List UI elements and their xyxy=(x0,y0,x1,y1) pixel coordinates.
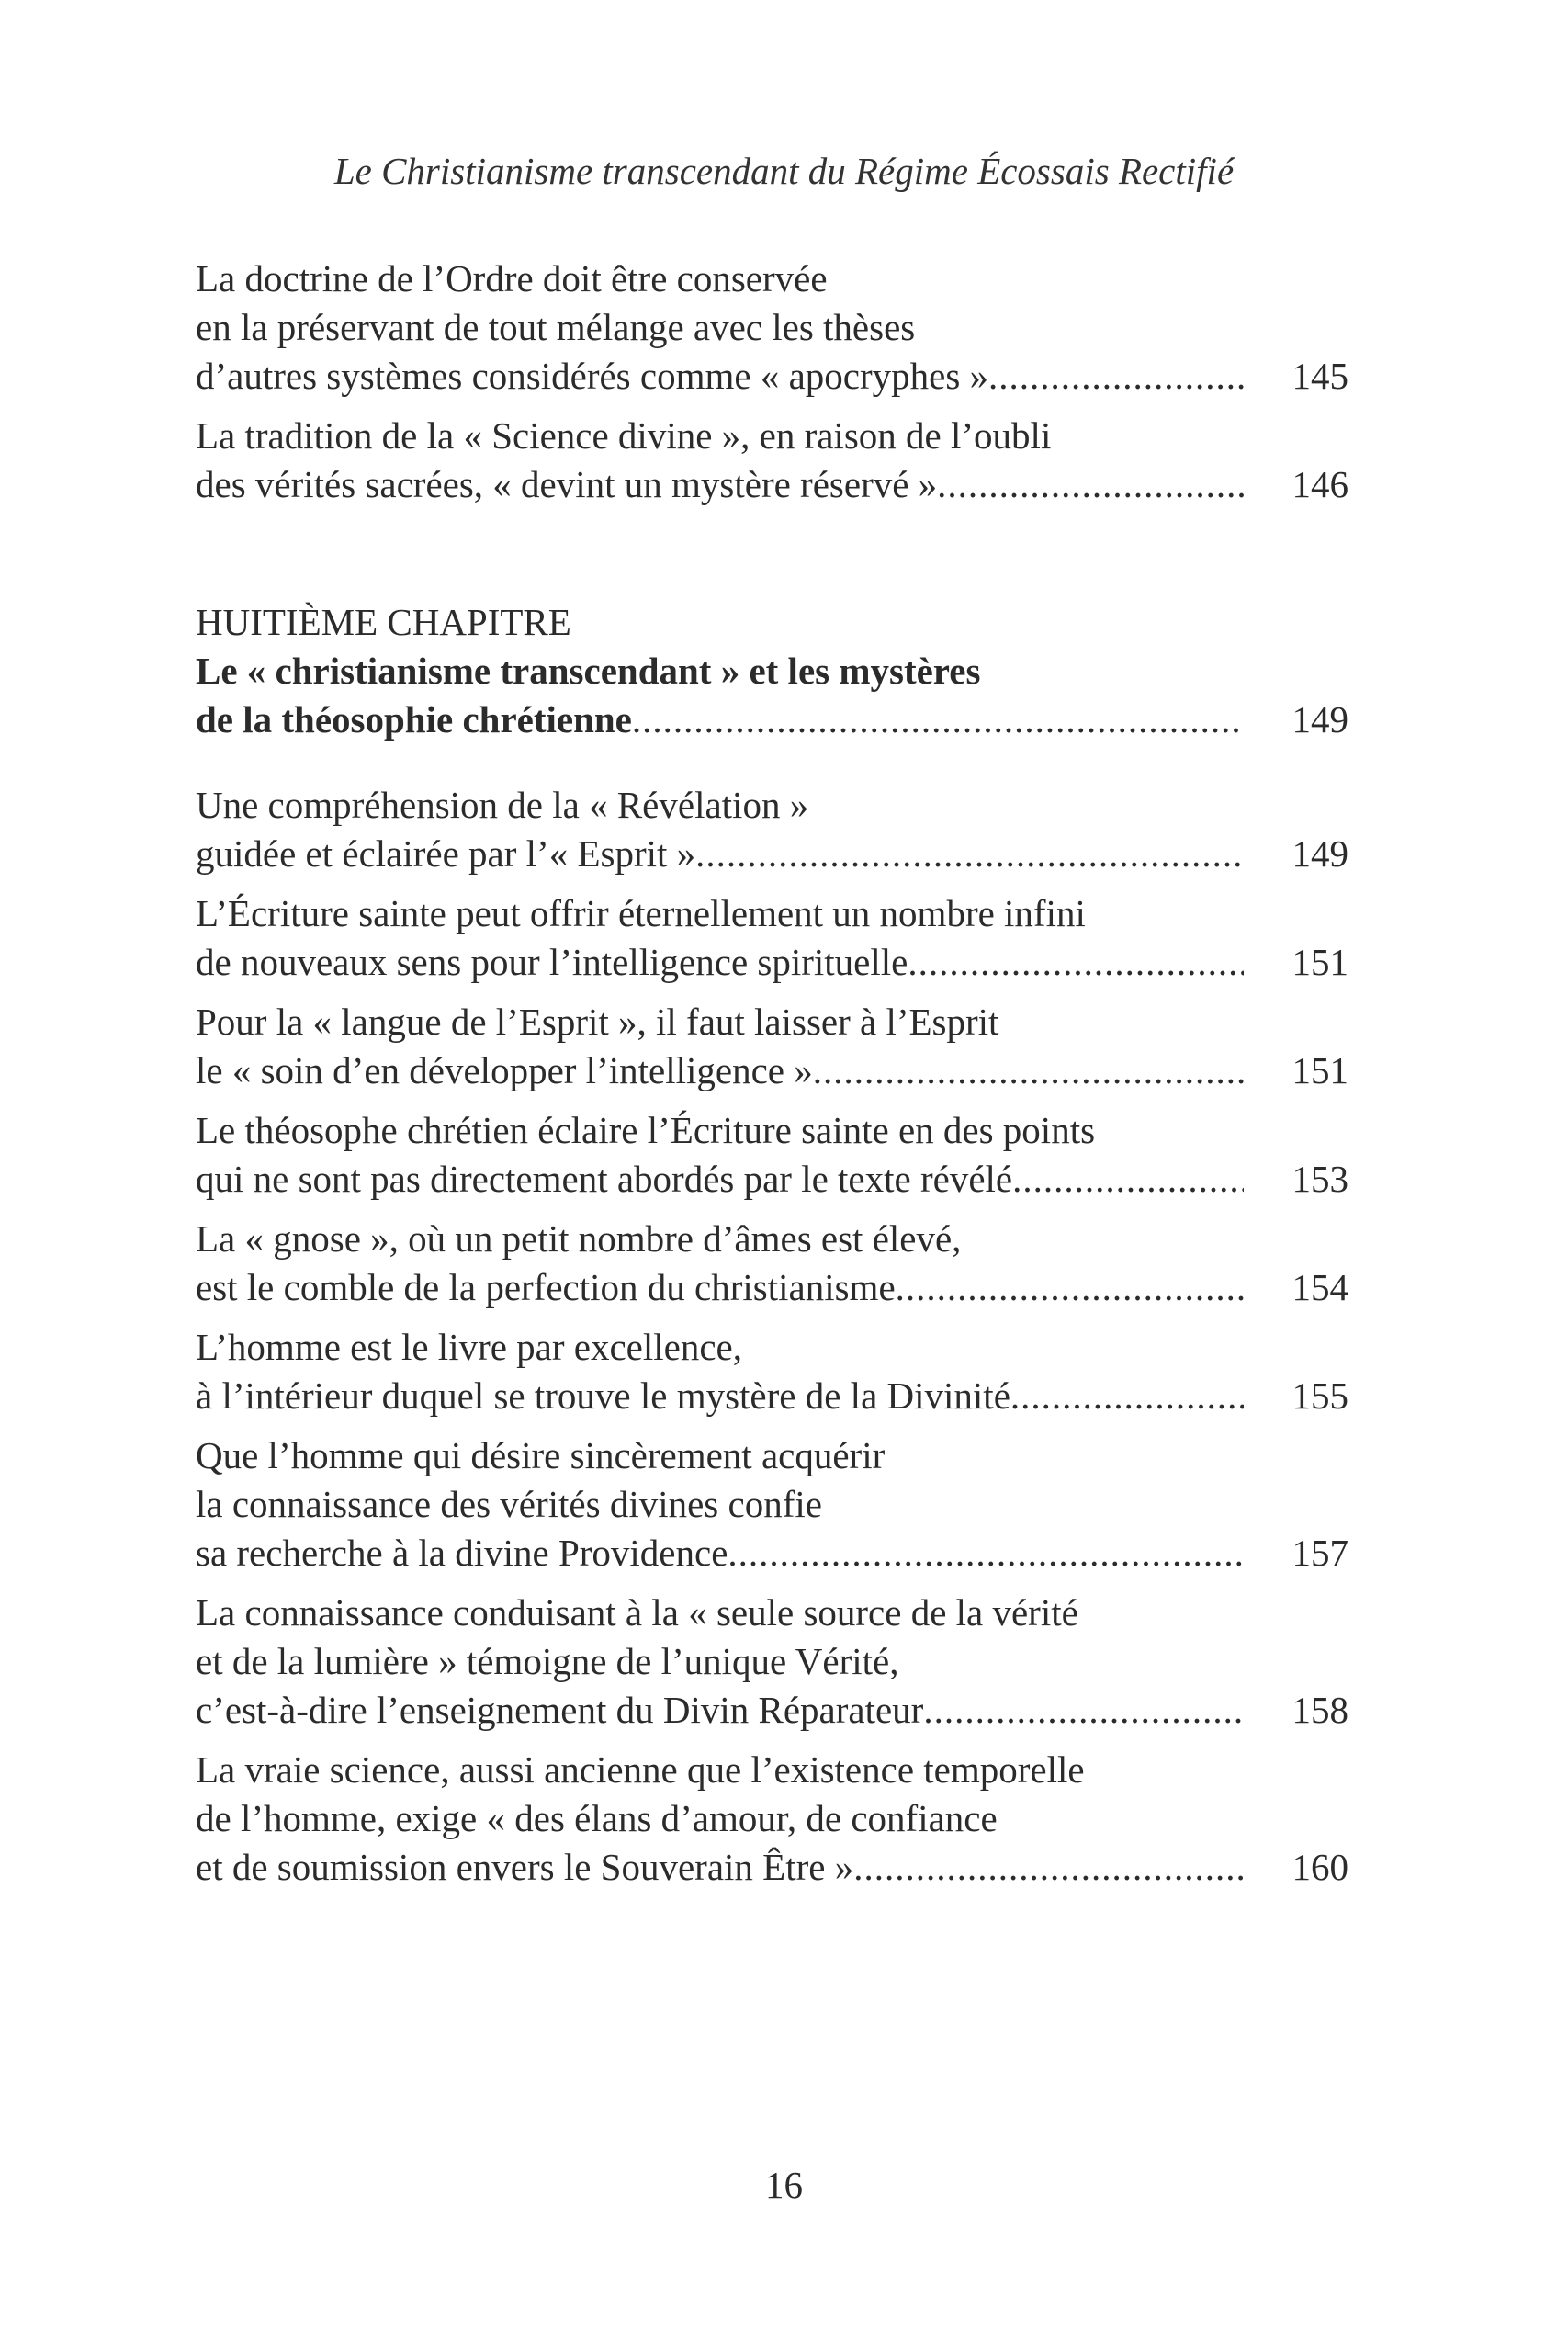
leader-dots xyxy=(896,1263,1244,1312)
leader-dots xyxy=(695,830,1244,878)
page-number: 149 xyxy=(1292,832,1348,875)
toc-entry-last-line xyxy=(196,1046,1348,1095)
toc-entry-line: Une compréhension de la « Révélation » xyxy=(196,784,809,826)
leader-dots xyxy=(1010,1372,1244,1420)
toc-entry xyxy=(196,1431,1348,1577)
running-head: Le Christianisme transcendant du Régime Écossais Rectifié xyxy=(333,150,1235,192)
chapter-label: HUITIÈME CHAPITRE xyxy=(196,601,571,643)
toc-entry-line: la connaissance des vérités divines confie xyxy=(196,1483,822,1525)
chapter-title-last-line xyxy=(196,695,1348,744)
page-number: 151 xyxy=(1292,941,1348,983)
leader-dots xyxy=(923,1686,1244,1735)
leader-dots xyxy=(813,1046,1244,1095)
toc-entry xyxy=(196,412,1348,509)
toc-entry-line: guidée et éclairée par l’« Esprit » xyxy=(196,832,696,875)
toc-entry-line: La vraie science, aussi ancienne que l’existence temporelle xyxy=(196,1748,1085,1791)
chapter-title xyxy=(196,647,1348,744)
toc-entry-line: des vérités sacrées, « devint un mystère réservé » xyxy=(196,463,938,505)
table-of-contents xyxy=(196,254,1348,1903)
toc-entry-line: Pour la « langue de l’Esprit », il faut laisser à l’Esprit xyxy=(196,1001,999,1043)
toc-entry xyxy=(196,254,1348,401)
toc-entry-last-line xyxy=(196,1263,1348,1312)
page-number: 154 xyxy=(1292,1266,1348,1308)
toc-entry xyxy=(196,998,1348,1095)
page-number: 149 xyxy=(1292,698,1348,741)
page-number: 153 xyxy=(1292,1158,1348,1200)
toc-entry-line: La tradition de la « Science divine », en raison de l’oubli xyxy=(196,414,1052,457)
page-number: 145 xyxy=(1292,355,1348,397)
leader-dots xyxy=(988,352,1244,401)
page-number: 157 xyxy=(1292,1532,1348,1574)
chapter-title-line: de la théosophie chrétienne xyxy=(196,698,632,741)
spacer xyxy=(196,744,1348,781)
chapter-title-line: Le « christianisme transcendant » et les mystères xyxy=(196,650,981,692)
leader-dots xyxy=(1012,1155,1244,1204)
toc-entry xyxy=(196,1746,1348,1892)
toc-entry-last-line xyxy=(196,938,1348,987)
toc-entry-last-line xyxy=(196,1529,1348,1577)
toc-entry-line: Que l’homme qui désire sincèrement acquérir xyxy=(196,1434,886,1476)
leader-dots xyxy=(937,460,1244,509)
leader-dots xyxy=(728,1529,1244,1577)
toc-entry xyxy=(196,1323,1348,1420)
toc-entry-line: qui ne sont pas directement abordés par le texte révélé xyxy=(196,1158,1013,1200)
toc-entry xyxy=(196,889,1348,987)
toc-entry-line: à l’intérieur duquel se trouve le mystère de la Divinité xyxy=(196,1374,1010,1417)
page-number: 158 xyxy=(1292,1689,1348,1731)
page-number: 146 xyxy=(1292,463,1348,505)
leader-dots xyxy=(853,1843,1244,1892)
toc-entry-last-line xyxy=(196,1686,1348,1735)
toc-entry xyxy=(196,781,1348,878)
toc-entry-line: et de soumission envers le Souverain Être » xyxy=(196,1846,854,1888)
toc-entry-last-line xyxy=(196,1372,1348,1420)
toc-entry-line: d’autres systèmes considérés comme « apocryphes » xyxy=(196,355,989,397)
page-number: 160 xyxy=(1292,1846,1348,1888)
leader-dots xyxy=(632,695,1244,744)
leader-dots xyxy=(908,938,1244,987)
toc-entry xyxy=(196,1106,1348,1204)
toc-entry-line: en la préservant de tout mélange avec les thèses xyxy=(196,306,916,348)
toc-entry-line: La doctrine de l’Ordre doit être conservée xyxy=(196,257,828,300)
page-number: 151 xyxy=(1292,1049,1348,1091)
toc-entry-line: de nouveaux sens pour l’intelligence spirituelle xyxy=(196,941,908,983)
toc-entry-line: le « soin d’en développer l’intelligence » xyxy=(196,1049,813,1091)
toc-entry-line: et de la lumière » témoigne de l’unique Vérité, xyxy=(196,1640,899,1682)
toc-entry-last-line xyxy=(196,352,1348,401)
toc-entry xyxy=(196,1215,1348,1312)
toc-entry xyxy=(196,1589,1348,1735)
toc-entries-after xyxy=(196,781,1348,1892)
chapter-heading xyxy=(196,598,1348,744)
toc-entry-line: de l’homme, exige « des élans d’amour, de confiance xyxy=(196,1797,998,1839)
toc-entry-line: Le théosophe chrétien éclaire l’Écriture sainte en des points xyxy=(196,1109,1096,1151)
page-folio: 16 xyxy=(765,2164,803,2206)
toc-entry-line: L’homme est le livre par excellence, xyxy=(196,1326,743,1368)
toc-entry-last-line xyxy=(196,830,1348,878)
toc-entry-line: La connaissance conduisant à la « seule source de la vérité xyxy=(196,1591,1078,1634)
toc-entry-line: La « gnose », où un petit nombre d’âmes est élevé, xyxy=(196,1217,962,1260)
toc-entry-line: L’Écriture sainte peut offrir éternellement un nombre infini xyxy=(196,892,1086,934)
toc-entry-last-line xyxy=(196,1843,1348,1892)
page-number: 155 xyxy=(1292,1374,1348,1417)
toc-entry-line: c’est-à-dire l’enseignement du Divin Réparateur xyxy=(196,1689,924,1731)
spacer xyxy=(196,520,1348,598)
toc-entry-line: est le comble de la perfection du christianisme xyxy=(196,1266,896,1308)
toc-entries-before xyxy=(196,254,1348,509)
toc-entry-line: sa recherche à la divine Providence xyxy=(196,1532,728,1574)
toc-entry-last-line xyxy=(196,1155,1348,1204)
toc-entry-last-line xyxy=(196,460,1348,509)
